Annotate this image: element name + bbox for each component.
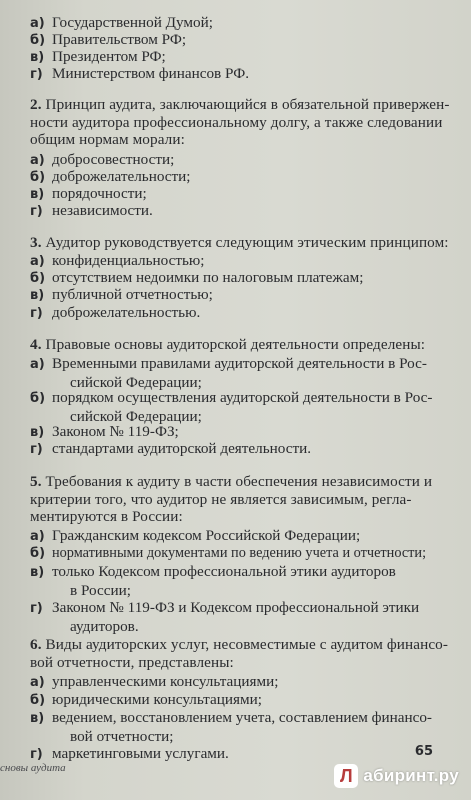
q2-option-a — [30, 151, 460, 170]
question-number: 2. — [30, 96, 42, 113]
watermark-text: абиринт.ру — [363, 766, 459, 785]
question-number: 5. — [30, 473, 42, 490]
option-text: отсутствием недоимки по налоговым платежам; — [52, 269, 364, 286]
option-letter: б) — [30, 271, 46, 286]
option-text: добросовестности; — [52, 151, 175, 168]
q3-option-c — [30, 286, 460, 305]
q6-option-c — [30, 709, 460, 745]
q6-option-a — [30, 673, 460, 692]
option-text: управленческими консультациями; — [52, 673, 279, 690]
option-text: Правительством РФ; — [52, 31, 187, 48]
question-number: 6. — [30, 636, 42, 653]
option-letter: в) — [30, 50, 45, 65]
option-text: доброжелательностью. — [52, 304, 201, 321]
option-text: Президентом РФ; — [52, 48, 166, 65]
q2-option-c — [30, 185, 460, 204]
question-number: 4. — [30, 336, 42, 353]
q5-option-d — [30, 599, 460, 635]
question-text: Требования к аудиту в части обеспечения независимости и критерии того, что аудитор не является зависимым, регла-ментируются в России: — [30, 473, 433, 525]
q4-option-c — [30, 423, 460, 442]
option-text: нормативными документами по ведению учета и отчетности; — [52, 545, 427, 561]
option-text: порядочности; — [52, 185, 147, 202]
option-text: публичной отчетностью; — [52, 286, 213, 303]
q6-question — [30, 636, 455, 671]
option-letter: а) — [30, 16, 45, 31]
option-letter: б) — [30, 33, 46, 48]
option-letter: а) — [30, 153, 45, 168]
option-text: порядком осуществления аудиторской деятельности в Рос- — [52, 389, 433, 406]
question-text: Принцип аудита, заключающийся в обязательной привержен-ности аудитора профессиональному долгу, а также следовании общим нормам морали: — [30, 96, 450, 148]
q3-option-d — [30, 304, 460, 323]
option-letter: а) — [30, 675, 45, 690]
option-letter: в) — [30, 711, 45, 726]
option-text: юридическими консультациями; — [52, 691, 262, 708]
q4-option-a — [30, 355, 460, 391]
option-letter: а) — [30, 357, 45, 372]
q3-question — [30, 234, 455, 252]
option-letter: в) — [30, 187, 45, 202]
q2-option-b — [30, 168, 460, 187]
q2-option-d — [30, 202, 460, 221]
option-text: Гражданским кодексом Российской Федерации; — [52, 527, 361, 544]
running-title: сновы аудита — [0, 762, 66, 774]
option-text: Законом № 119-ФЗ и Кодексом профессиональной этики — [52, 599, 420, 616]
option-text: Временными правилами аудиторской деятельности в Рос- — [52, 355, 427, 372]
option-text: независимости. — [52, 202, 153, 219]
q4-option-b — [30, 389, 460, 425]
option-letter: г) — [30, 67, 43, 82]
option-text: Законом № 119-ФЗ; — [52, 423, 179, 440]
page-number: 65 — [414, 744, 433, 759]
q1-option-b — [30, 31, 460, 50]
option-text-continued: вой отчетности; — [70, 727, 174, 745]
option-text: Государственной Думой; — [52, 14, 213, 31]
option-letter: г) — [30, 306, 43, 321]
option-text: только Кодексом профессиональной этики аудиторов — [52, 563, 396, 580]
option-text: ведением, восстановлением учета, составлением финансо- — [52, 709, 432, 726]
q1-option-d — [30, 65, 460, 84]
option-letter: г) — [30, 747, 43, 762]
q5-option-b — [30, 545, 460, 563]
option-letter: г) — [30, 442, 43, 457]
watermark-logo — [334, 762, 459, 790]
option-letter: г) — [30, 601, 43, 616]
q6-option-d — [30, 745, 460, 764]
q3-option-a — [30, 252, 460, 271]
option-text: Министерством финансов РФ. — [52, 65, 250, 82]
q5-option-a — [30, 527, 460, 546]
question-text: Виды аудиторских услуг, несовместимые с аудитом финансо-вой отчетности, представлены: — [30, 636, 449, 671]
labirint-logo-icon: Л — [334, 764, 358, 788]
option-text: маркетинговыми услугами. — [52, 745, 229, 762]
q1-option-a — [30, 14, 460, 33]
q5-option-c — [30, 563, 460, 599]
question-text: Аудитор руководствуется следующим этическим принципом: — [45, 234, 449, 251]
option-letter: а) — [30, 529, 45, 544]
option-letter: б) — [30, 170, 46, 185]
question-text: Правовые основы аудиторской деятельности определены: — [45, 336, 426, 353]
option-letter: б) — [30, 391, 46, 406]
q2-question — [30, 96, 455, 149]
option-letter: в) — [30, 565, 45, 580]
q6-option-b — [30, 691, 460, 710]
option-text: конфиденциальностью; — [52, 252, 205, 269]
option-letter: б) — [30, 693, 46, 708]
option-letter: в) — [30, 425, 45, 440]
option-text-continued: в России; — [70, 581, 131, 599]
option-text: стандартами аудиторской деятельности. — [52, 440, 312, 457]
option-letter: а) — [30, 254, 45, 269]
q4-option-d — [30, 440, 460, 459]
q1-option-c — [30, 48, 460, 67]
q4-question — [30, 336, 455, 354]
option-letter: г) — [30, 204, 43, 219]
option-text-continued: сийской Федерации; — [70, 407, 202, 425]
option-text-continued: сийской Федерации; — [70, 373, 202, 391]
option-letter: б) — [30, 546, 46, 561]
q5-question — [30, 473, 455, 526]
option-text: доброжелательности; — [52, 168, 191, 185]
question-number: 3. — [30, 234, 42, 251]
option-letter: в) — [30, 288, 45, 303]
option-text-continued: аудиторов. — [70, 617, 139, 635]
q3-option-b — [30, 269, 460, 288]
